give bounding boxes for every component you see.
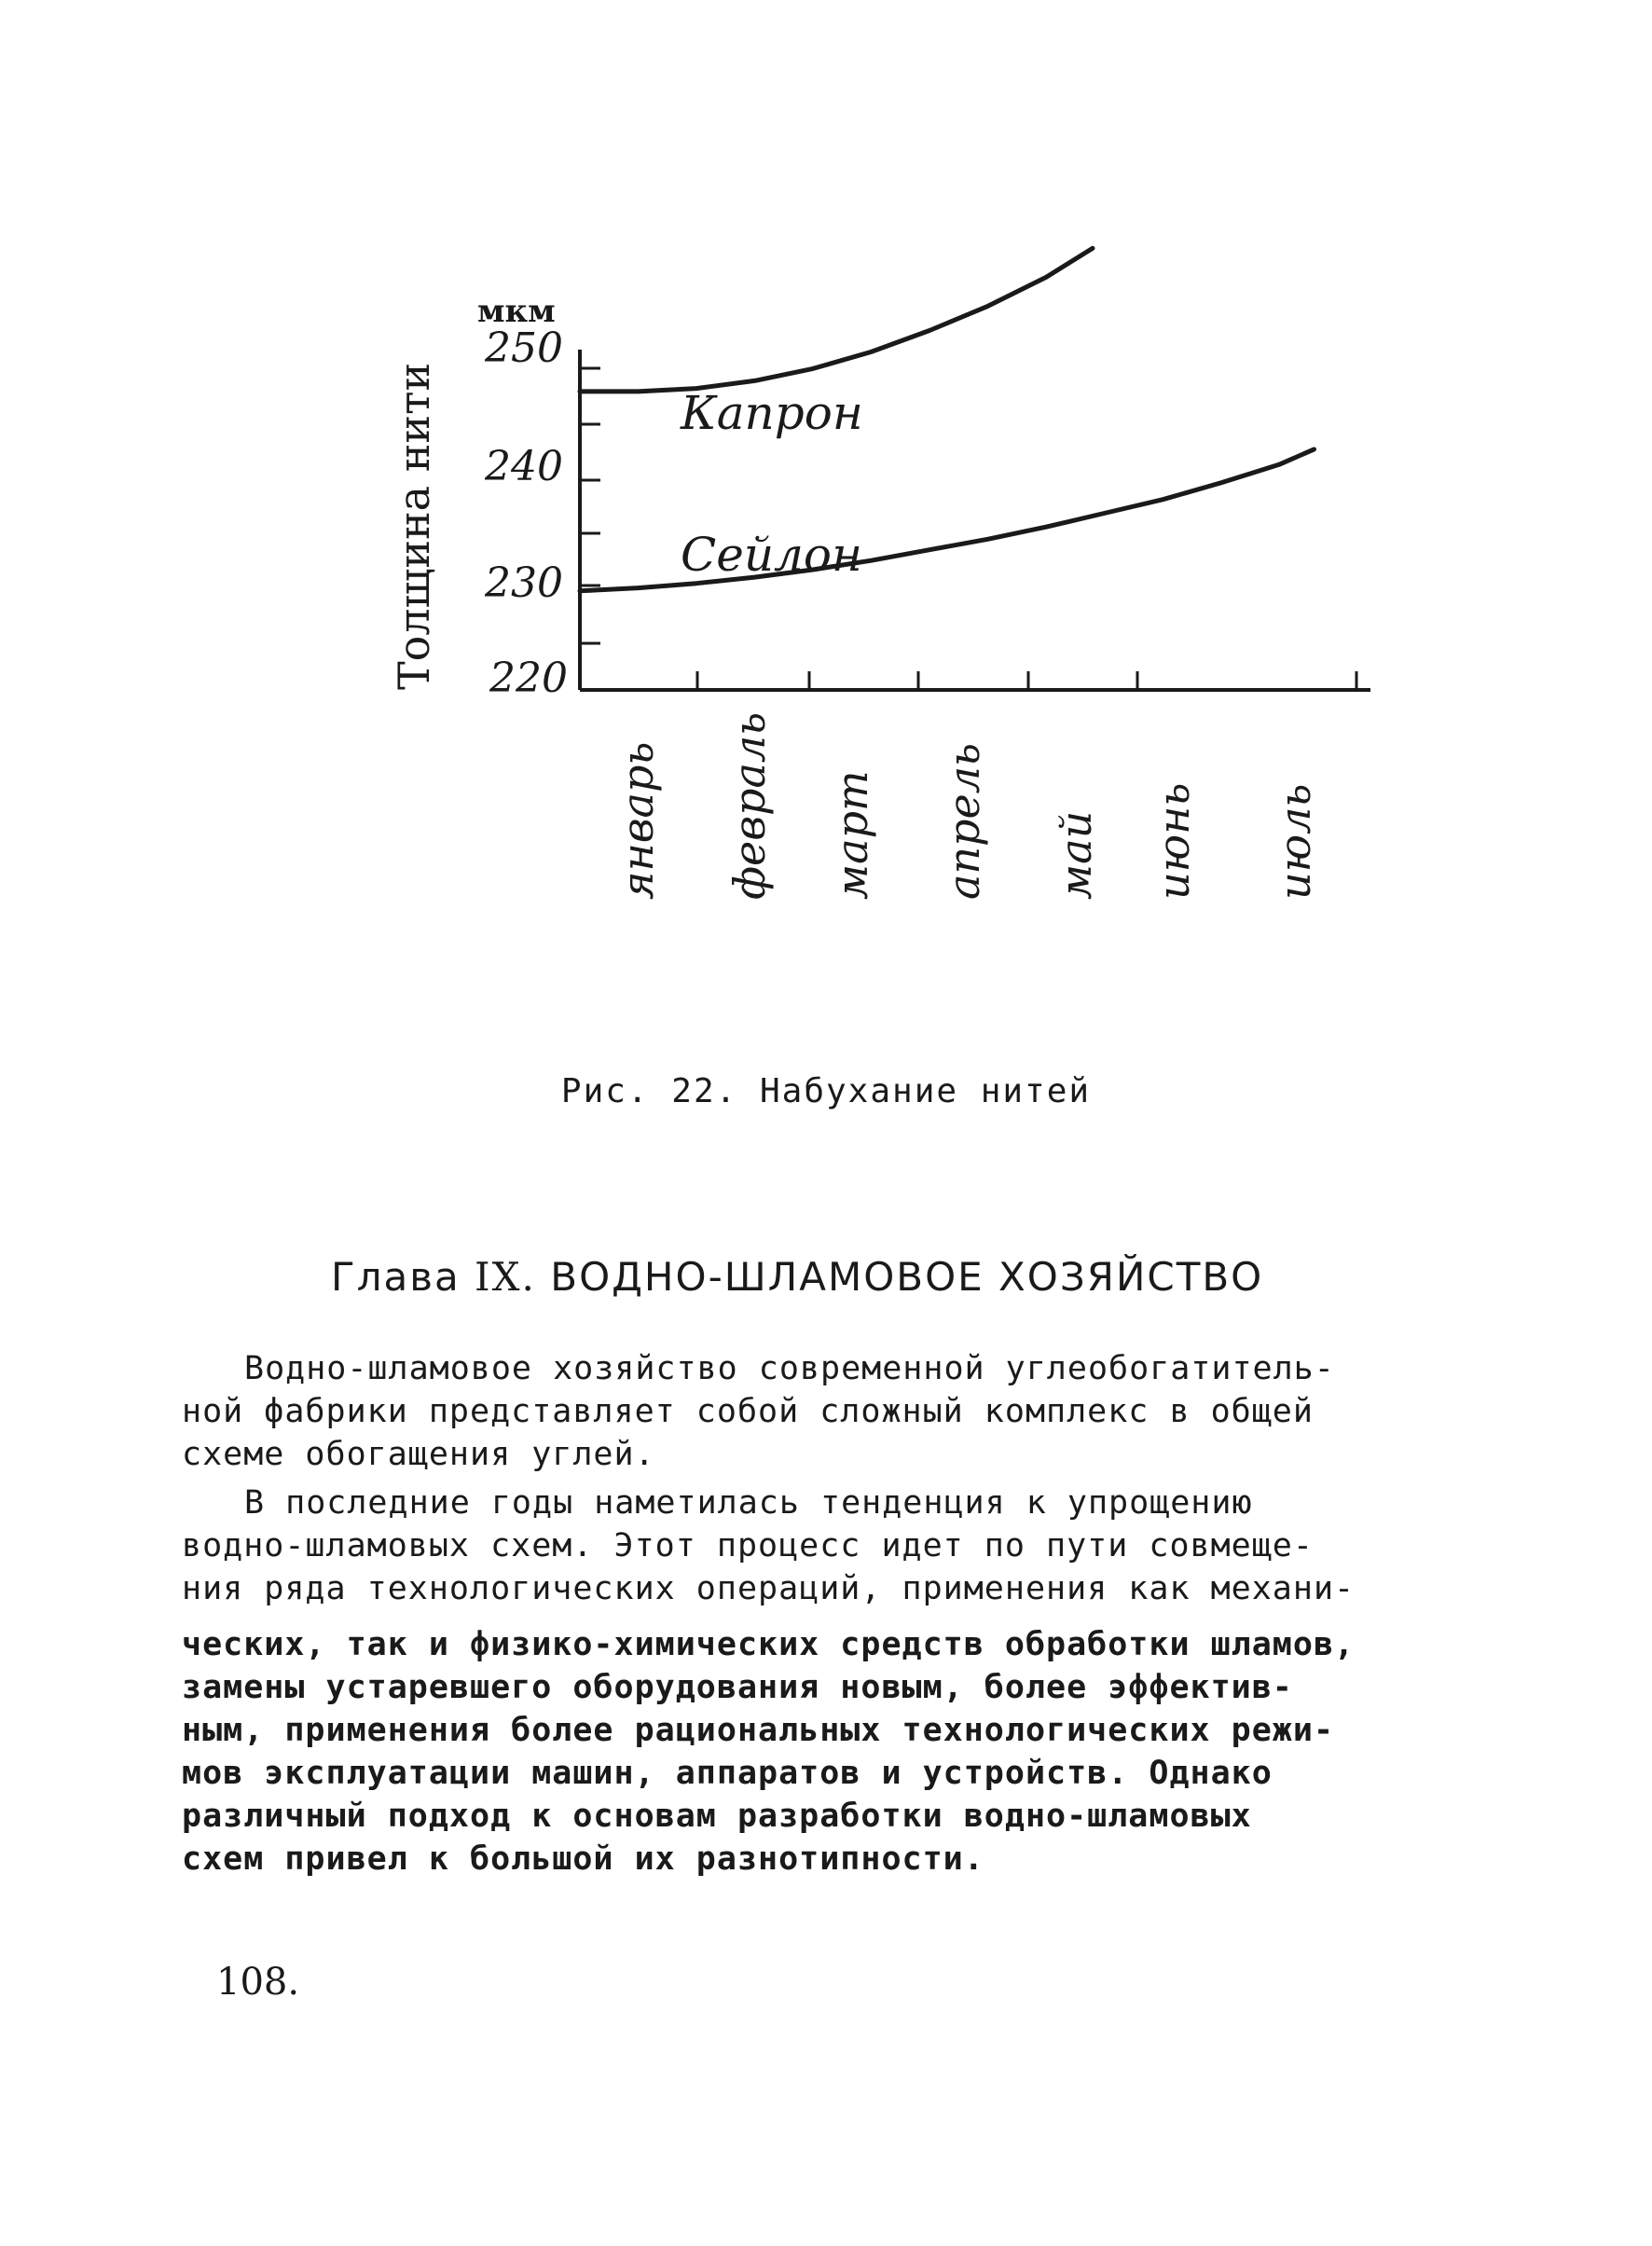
- series-line-1: [580, 248, 1093, 392]
- x-tick-label: июль: [1270, 783, 1320, 900]
- text-line: схеме обогащения углей.: [182, 1436, 655, 1473]
- x-tick-label: апрель: [939, 742, 989, 900]
- text-line: замены устаревшего оборудования новым, более эффектив-: [182, 1669, 1293, 1706]
- chapter-prefix: Глава: [331, 1254, 461, 1300]
- x-tick-label: май: [1051, 810, 1101, 900]
- series-label: Сейлон: [681, 528, 862, 582]
- y-tick-label: 250: [485, 324, 563, 372]
- y-tick-label: 230: [485, 559, 563, 607]
- text-line: мов эксплуатации машин, аппаратов и устройств. Однако: [182, 1755, 1273, 1792]
- y-tick-label: 240: [485, 443, 563, 490]
- swelling-chart: [0, 0, 1652, 1026]
- series-label: Капрон: [681, 386, 863, 440]
- x-tick-label: февраль: [724, 711, 775, 900]
- text-line: ным, применения более рациональных технологических режи-: [182, 1712, 1335, 1749]
- figure-caption: Рис. 22. Набухание нитей: [560, 1072, 1092, 1110]
- x-tick-label: январь: [613, 741, 663, 900]
- chapter-title: ВОДНО-ШЛАМОВОЕ ХОЗЯЙСТВО: [550, 1254, 1264, 1300]
- text-line: ческих, так и физико-химических средств обработки шламов,: [182, 1626, 1356, 1663]
- text-line: Водно-шламовое хозяйство современной углеобогатитель-: [244, 1350, 1335, 1387]
- text-line: В последние годы наметилась тенденция к упрощению: [244, 1484, 1253, 1522]
- x-tick-label: март: [827, 770, 877, 900]
- chapter-number: IX.: [475, 1254, 536, 1300]
- text-line: схем привел к большой их разнотипности.: [182, 1840, 984, 1878]
- y-unit-label: мкм: [477, 293, 556, 330]
- text-line: ной фабрики представляет собой сложный комплекс в общей: [182, 1393, 1314, 1430]
- text-line: водно-шламовых схем. Этот процесс идет по пути совмеще-: [182, 1527, 1314, 1564]
- chapter-heading: [331, 1254, 1263, 1300]
- text-line: ния ряда технологических операций, применения как механи-: [182, 1570, 1356, 1607]
- text-line: различный подход к основам разработки водно-шламовых: [182, 1798, 1252, 1835]
- x-tick-label: июнь: [1149, 782, 1199, 900]
- chart-labels: [389, 293, 1320, 900]
- page-number: 108.: [216, 1961, 300, 2004]
- y-tick-label: 220: [489, 655, 568, 702]
- y-axis-title: Толщина нити: [389, 362, 439, 690]
